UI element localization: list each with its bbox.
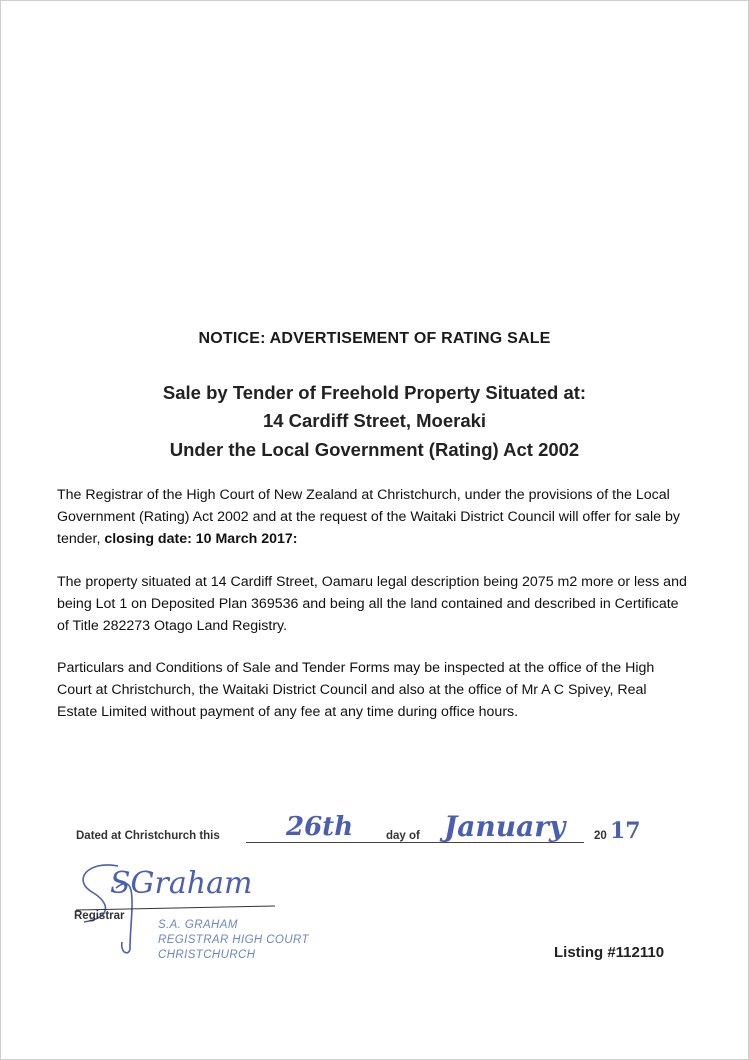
stamp-line-title: REGISTRAR HIGH COURT [158,934,309,946]
sale-title-line-3: Under the Local Government (Rating) Act 2002 [169,439,580,460]
stamp-line-name: S.A. GRAHAM [158,919,238,931]
stamp-line-city: CHRISTCHURCH [158,949,256,961]
dated-middle: day of [386,830,420,842]
dated-line [76,810,676,856]
registrar-stamp [158,918,309,963]
year-prefix: 20 [594,830,607,842]
sale-title-line-1: Sale by Tender of Freehold Property Situated at: [162,382,587,403]
notice-heading: NOTICE: ADVERTISEMENT OF RATING SALE [198,330,551,347]
paragraph-registrar-offer [57,484,687,550]
handwritten-signature: SGraham [110,866,253,901]
registrar-label: Registrar [74,910,125,922]
closing-date: closing date: 10 March 2017: [104,531,298,547]
paragraph-registrar-offer-text: The Registrar of the High Court of New Zealand at Christchurch, under the provisions of the Local Government (Rating) Act 2002 and at the request of the Waitaki District Council will offer for sale by tender, [57,487,680,547]
sale-title-line-2: 14 Cardiff Street, Moeraki [262,410,487,431]
paragraph-property-description: The property situated at 14 Cardiff Street, Oamaru legal description being 2075 m2 more or less and being Lot 1 on Deposited Plan 369536 and being all the land contained and described in Certificate of Title 282273 Otago Land Registry. [57,574,687,634]
paragraph-inspection: Particulars and Conditions of Sale and Tender Forms may be inspected at the office of the High Court at Christchurch, the Waitaki District Council and also at the office of Mr A C Spivey, Real Estate Limited without payment of any fee at any time during office hours. [57,660,655,720]
day-underline [246,842,452,843]
dated-prefix: Dated at Christchurch this [76,830,220,842]
handwritten-month: January [444,810,566,843]
handwritten-day: 26th [286,812,354,842]
handwritten-year: 17 [610,818,641,844]
listing-number: Listing #112110 [554,944,665,961]
